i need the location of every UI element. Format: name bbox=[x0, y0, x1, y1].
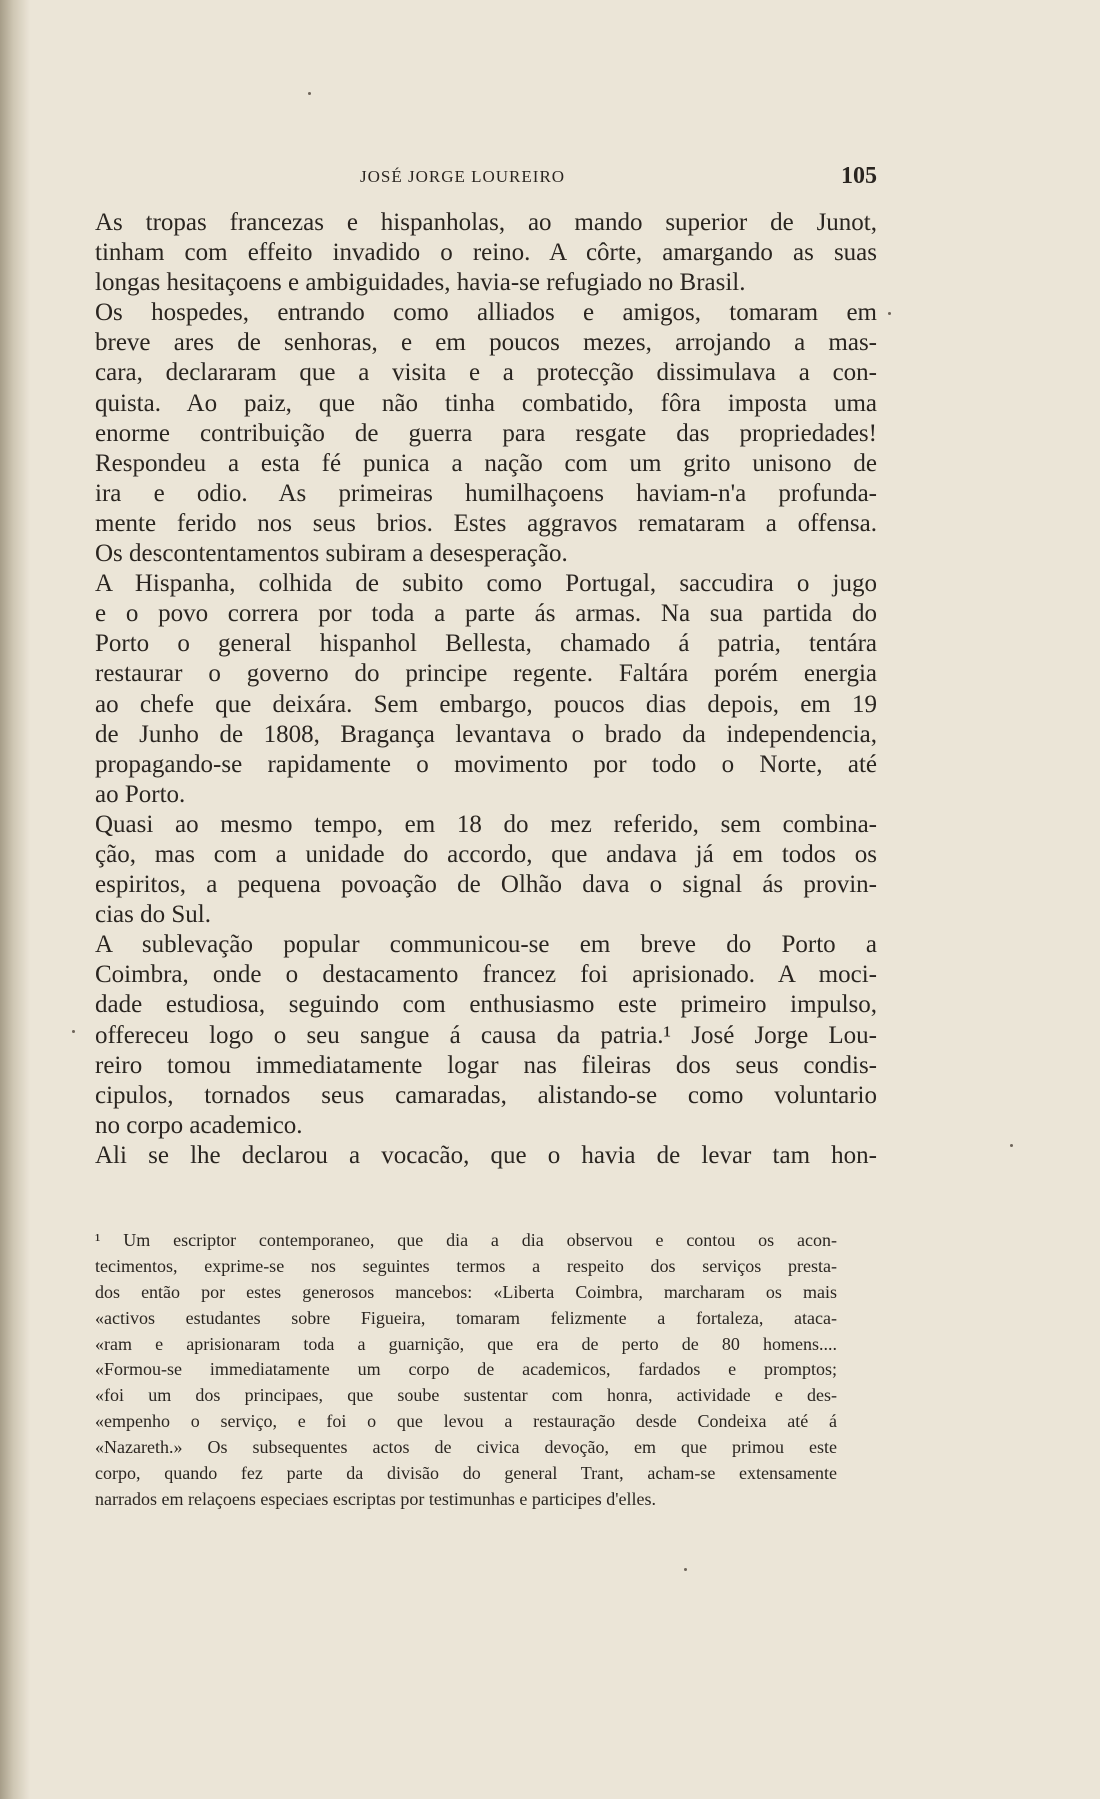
text-line: dade estudiosa, seguindo com enthusiasmo este primeiro impulso, bbox=[95, 991, 877, 1019]
page-number: 105 bbox=[841, 163, 877, 189]
text-line: mente ferido nos seus brios. Estes aggravos remataram a offensa. bbox=[95, 509, 877, 537]
text-line: As tropas francezas e hispanholas, ao mando superior de Junot, bbox=[95, 209, 877, 236]
text-line: de Junho de 1808, Bragança levantava o brado da independencia, bbox=[95, 720, 877, 748]
body-text bbox=[95, 208, 877, 1171]
paper-speck bbox=[308, 92, 311, 95]
footnote-line: dos então por estes generosos mancebos: «Liberta Coimbra, marcharam os mais bbox=[95, 1281, 837, 1302]
text-line: ao Porto. bbox=[95, 780, 186, 808]
footnote-line: «foi um dos principaes, que soube sustentar com honra, actividade e des- bbox=[95, 1385, 837, 1406]
page-header bbox=[95, 163, 877, 191]
footnote-line: «empenho o serviço, e foi o que levou a restauração desde Condeixa até á bbox=[95, 1411, 837, 1432]
text-line: Quasi ao mesmo tempo, em 18 do mez referido, sem combina- bbox=[95, 810, 877, 838]
footnote-line: «ram e aprisionaram toda a guarnição, que era de perto de 80 homens.... bbox=[95, 1333, 837, 1354]
text-line: cias do Sul. bbox=[95, 901, 211, 929]
text-line: quista. Ao paiz, que não tinha combatido, fôra imposta uma bbox=[95, 389, 877, 417]
paper-speck bbox=[684, 1568, 687, 1571]
text-line: cipulos, tornados seus camaradas, alistando-se como voluntario bbox=[95, 1081, 877, 1109]
text-line: Coimbra, onde o destacamento francez foi aprisionado. A moci- bbox=[95, 961, 877, 989]
text-line: propagando-se rapidamente o movimento por todo o Norte, até bbox=[95, 750, 877, 778]
footnote-line: ¹ Um escriptor contemporaneo, que dia a dia observou e contou os acon- bbox=[95, 1230, 837, 1250]
footnote-line: «Formou-se immediatamente um corpo de academicos, fardados e promptos; bbox=[95, 1359, 837, 1380]
running-head: JOSÉ JORGE LOUREIRO bbox=[360, 167, 566, 186]
text-line: e o povo correra por toda a parte ás armas. Na sua partida do bbox=[95, 600, 877, 628]
footnote-line: tecimentos, exprime-se nos seguintes termos a respeito dos serviços presta- bbox=[95, 1255, 837, 1276]
text-line: Respondeu a esta fé punica a nação com um grito unisono de bbox=[95, 449, 877, 477]
paper-speck bbox=[1010, 1144, 1013, 1147]
text-line: ira e odio. As primeiras humilhaçoens haviam-n'a profunda- bbox=[95, 479, 877, 507]
text-line: tinham com effeito invadido o reino. A côrte, amargando as suas bbox=[95, 239, 877, 267]
footnote-line: narrados em relaçoens especiaes escriptas por testimunhas e participes d'elles. bbox=[95, 1488, 657, 1509]
text-line: no corpo academico. bbox=[95, 1111, 303, 1139]
text-line: ao chefe que deixára. Sem embargo, poucos dias depois, em 19 bbox=[95, 690, 877, 718]
text-line: longas hesitaçoens e ambiguidades, havia-se refugiado no Brasil. bbox=[95, 269, 746, 297]
binding-shadow bbox=[0, 0, 30, 1799]
text-line: A sublevação popular communicou-se em breve do Porto a bbox=[95, 931, 877, 959]
footnote-line: corpo, quando fez parte da divisão do general Trant, acham-se extensamente bbox=[95, 1463, 837, 1484]
text-line: cara, declararam que a visita e a protecção dissimulava a con- bbox=[95, 359, 877, 387]
text-line: A Hispanha, colhida de subito como Portugal, saccudira o jugo bbox=[95, 570, 877, 598]
paper-speck bbox=[72, 1030, 75, 1033]
text-line: enorme contribuição de guerra para resgate das propriedades! bbox=[95, 419, 877, 447]
text-line: breve ares de senhoras, e em poucos mezes, arrojando a mas- bbox=[95, 329, 877, 357]
footnote-line: «activos estudantes sobre Figueira, tomaram felizmente a fortaleza, ataca- bbox=[95, 1307, 837, 1328]
text-line: restaurar o governo do principe regente. Faltára porém energia bbox=[95, 660, 877, 688]
text-line: espiritos, a pequena povoação de Olhão dava o signal ás provin- bbox=[95, 871, 877, 899]
text-line: Porto o general hispanhol Bellesta, chamado á patria, tentára bbox=[95, 630, 877, 658]
text-line: offereceu logo o seu sangue á causa da patria.¹ José Jorge Lou- bbox=[95, 1021, 877, 1049]
footnote-line: «Nazareth.» Os subsequentes actos de civica devoção, em que primou este bbox=[95, 1437, 837, 1458]
text-line: ção, mas com a unidade do accordo, que andava já em todos os bbox=[95, 840, 877, 868]
text-line: Ali se lhe declarou a vocacão, que o havia de levar tam hon- bbox=[95, 1141, 877, 1169]
text-line: Os hospedes, entrando como alliados e amigos, tomaram em bbox=[95, 299, 877, 327]
paper-speck bbox=[888, 312, 891, 315]
text-line: reiro tomou immediatamente logar nas fileiras dos seus condis- bbox=[95, 1051, 877, 1079]
footnote-block bbox=[95, 1228, 837, 1513]
text-line: Os descontentamentos subiram a desesperação. bbox=[95, 540, 568, 568]
